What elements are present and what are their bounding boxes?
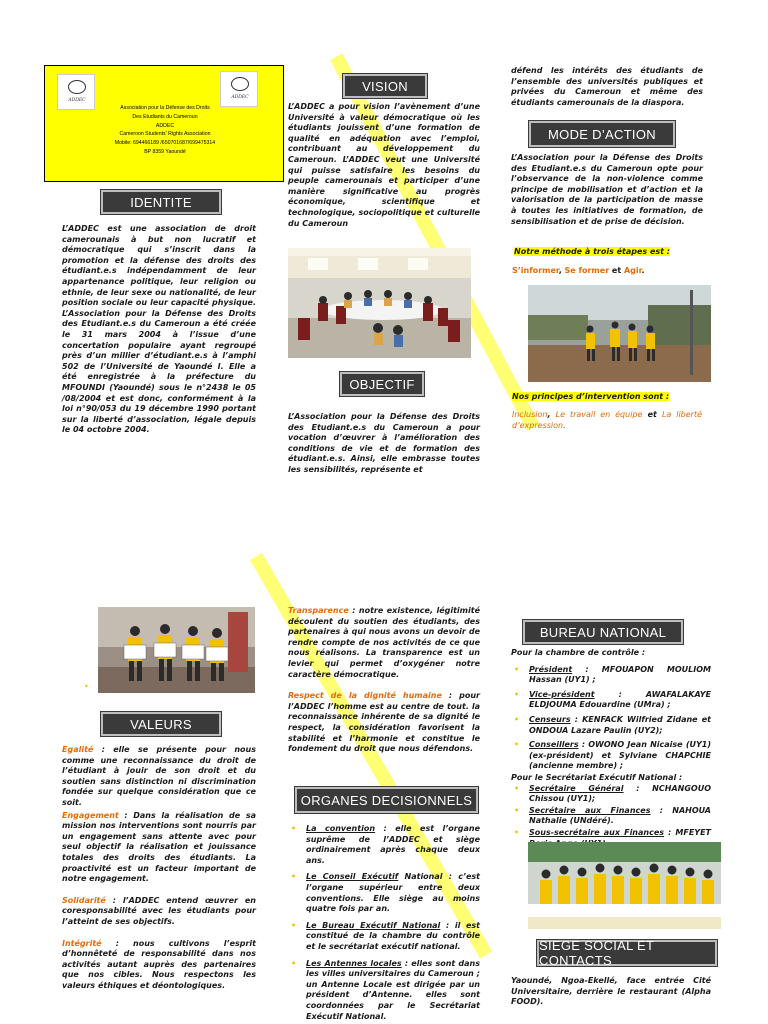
heading-identite: IDENTITE (101, 190, 221, 214)
bullet-dot: • (84, 682, 89, 691)
organization-card-text: Association pour la Défense des Droits Des Etudiants du Cameroun ADDEC Cameroon Students' Rights Association Mobile: 694466189 /650701687/699475314 BP 8359 Yaoundé (114, 105, 216, 155)
organes-list (288, 824, 480, 1023)
valeur-engagement: Engagement : Dans la réalisation de sa mission nos interventions sont nourris par un engagement sans attente avec pour seul objectif la réalisation et jouissance totales des droits des étudiants. La proactivité est un facteur important de notre engagement. (62, 810, 256, 884)
bureau-controle-title: Pour la chambre de contrôle : (511, 648, 646, 657)
addec-logo-right: ADDEC (220, 71, 258, 107)
valeur-integrite: Intégrité : nous cultivons l’esprit d’honnêteté de responsabilité dans nos activités autant auprès des partenaires que nos cibles. Nous respectons les valeurs éthiques et déontologiques. (62, 938, 256, 990)
methode-steps: S’informer, Se former et Agir. (512, 266, 645, 275)
bureau-secretaire-general: • Secrétaire Général : NCHANGOUO Chissou (UY1); (514, 783, 711, 804)
organe-bureau-executif: • Le Bureau Exécutif National : il est constitué de la chambre du contrôle et le secrétariat exécutif national. (291, 920, 480, 951)
bureau-sous-secretaire-finances: • Sous-secrétaire aux Finances : MFEYET (514, 827, 712, 837)
principes-title: Nos principes d’intervention sont : (512, 392, 670, 401)
photo-protest-signs (98, 607, 255, 693)
mode-action-text: L’Association pour la Défense des Droits des Etudiant.e.s du Cameroun opte pour l’observance de la non-violence comme principe de mobilisation et d’action et la valorisation de la participation de masse à toutes les initiatives de formation, de sensibilisation et de prise de décision. (511, 153, 703, 226)
heading-organes: ORGANES DECISIONNELS (295, 787, 478, 813)
heading-bureau-national: BUREAU NATIONAL (523, 620, 683, 644)
heading-mode-action: MODE D’ACTION (529, 121, 675, 147)
valeurs-list-left (62, 745, 256, 991)
bureau-president: • Président : MFOUAPON MOULIOM Hassan (UY1) ; (514, 664, 711, 685)
objectif-text: L’Association pour la Défense des Droits des Etudiant.e.s du Cameroun a pour vocation d’œuvrer à l’amélioration des conditions de vie et de formation des étudiant.e.s. Ainsi, elle embrasse toutes les sensibilités, représente et (288, 412, 480, 474)
bureau-conseillers: • Conseillers : OWONO Jean Nicaise (UY1) (ex-président) et Sylviane CHAPCHIE (ancienne membre) ; (514, 740, 711, 771)
bureau-list (511, 648, 711, 850)
bureau-secretariat-title: Pour le Secrétariat Exécutif National : (511, 772, 683, 782)
organe-convention: • La convention : elle est l’organe suprême de l’ADDEC et siège ordinairement après chaque deux ans. (291, 824, 480, 865)
valeur-egalite: Egalité : elle se présente pour nous comme une reconnaissance du droit de l’étudiant à jouir de son droit et du soutien sans distinction ni discrimination fondée sur quelque considération que ce soit. (62, 745, 256, 807)
organe-conseil-executif: • Le Conseil Exécutif National : c’est l’organe supérieur entre deux conventions. Elle siège au moins quatre fois par an. (291, 872, 480, 914)
valeur-transparence: Transparence : notre existence, légitimité découlent du soutien des étudiants, des partenaires à qui nous avons un devoir de rendre compte de nos activités de ce que nous réalisons. La transparence est un levier qui permet d’oxygéner notre caractère démocratique. (288, 606, 480, 679)
photo-street-action (528, 285, 711, 382)
valeurs-list-middle (288, 606, 480, 755)
methode-title: Notre méthode à trois étapes est : (514, 247, 670, 256)
valeur-solidarite: Solidarité : l’ADDEC entend œuvrer en coresponsabilité avec les étudiants pour l’atteint de ses objectifs. (62, 895, 256, 926)
objectif-text-continued: défend les intérêts des étudiants de l’ensemble des universités publiques et privées du Cameroun et même des étudiants camerounais de la diaspora. (511, 66, 703, 107)
bureau-secretaire-finances: • Secrétaire aux Finances : NAHOUA Nathalie (UNdéré). (514, 805, 711, 826)
heading-objectif: OBJECTIF (340, 372, 424, 396)
heading-siege-social: SIEGE SOCIAL ET CONTACTS (537, 940, 717, 966)
heading-valeurs: VALEURS (101, 712, 221, 736)
vision-text: L’ADDEC a pour vision l’avènement d’une Université à valeur démocratique où les étudiants jouissent d’une formation de qualité en adéquation avec l’emploi, contribuant au développement du Cameroun. L’ADDEC veut une Université qui puisse satisfaire les besoins du peuple camerounais et participer d’une manière significative au progrès économique, scientifique et technologique, sociopolitique et culturelle du Cameroun (288, 102, 480, 228)
photo-meeting (288, 248, 471, 358)
principes-list: Inclusion, Le travail en équipe et La liberté d’expression. (512, 410, 703, 430)
valeur-dignite: Respect de la dignité humaine : pour l’ADDEC l’homme est au centre de tout. la reconnaissance inhérente de sa dignité le respect, la considération favorisent la stabilité et l’harmonie et constitue le fondement du droit que nous défendons. (288, 691, 480, 754)
organization-card (44, 65, 284, 182)
organe-antennes-locales: • Les Antennes locales : elles sont dans les villes universitaires du Cameroun ; un Antenne Locale est dirigée par un président d’Antenne. elles sont coordonnées par le Secrétariat Exécutif National. (291, 958, 480, 1021)
identite-text: L’ADDEC est une association de droit camerounais à but non lucratif et démocratique qui s’inscrit dans la promotion et la défense des droits des étudiant.e.s indépendamment de leur appartenance politique, leur religion ou ethnie, de leur sexe ou nationalité, de leur position sociale ou leur capacité physique. L’Association pour la Défense des Droits des Etudiant.e.s du Cameroun a été créée le 31 mars 2004 à l’issue d’une concertation populaire ayant regroupé près d’un millier d’étudiant.e.s à l’amphi 502 de l’Université de Yaoundé I. Elle a été enregistrée à la préfecture du MFOUNDI (Yaoundé) sous le n°2438 le 05 /08/2004 et est donc, conformément à la loi n°90/053 du 19 décembre 1990 portant sur la liberté d’association, légale depuis le 04 octobre 2004. (62, 224, 256, 435)
bureau-censeurs: • Censeurs : KENFACK Wilfried Zidane et ONDOUA Lazare Paulin (UY2); (514, 714, 711, 735)
bureau-vice-president: • Vice-président : AWAFALAKAYE ELDJOUMA Edouardine (UMra) ; (514, 689, 711, 710)
photo-group (528, 842, 721, 929)
siege-text: Yaoundé, Ngoa-Ekellé, face entrée Cité Universitaire, derrière le restaurant (Alpha FOOD). (511, 976, 711, 1007)
heading-vision: VISION (343, 74, 427, 98)
addec-logo-left: ADDEC (57, 74, 95, 110)
